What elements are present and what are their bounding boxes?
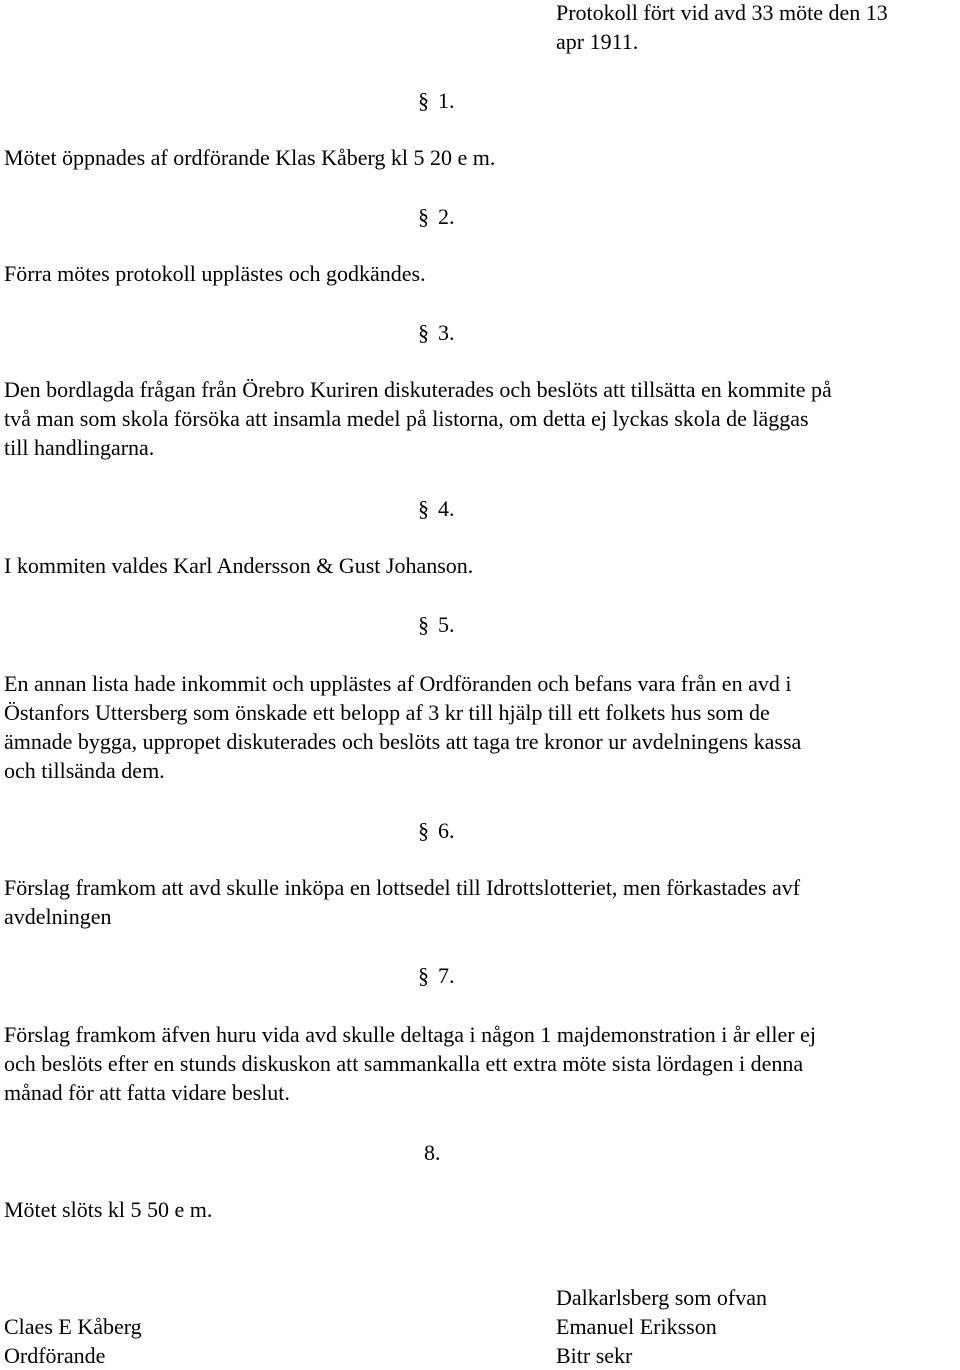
signature-left (4, 1312, 142, 1370)
section-mark: § (418, 204, 429, 229)
body-line: Förslag framkom äfven huru vida avd skulle deltaga i någon 1 majdemonstration i år eller ej (4, 1022, 816, 1047)
section-number: 4. (438, 496, 455, 521)
section-mark: § (418, 88, 429, 113)
section-mark: § (418, 963, 429, 988)
body-line: Mötet öppnades af ordförande Klas Kåberg kl 5 20 e m. (4, 145, 496, 170)
body-line: En annan lista hade inkommit och upplästes af Ordföranden och befans vara från en avd i (4, 671, 792, 696)
section-number: 3. (438, 320, 455, 345)
section-mark: § (418, 320, 429, 345)
header-line: Protokoll fört vid avd 33 möte den 13 (556, 0, 888, 25)
section-body-7 (4, 1020, 816, 1107)
signatory-name: Claes E Kåberg (4, 1314, 142, 1339)
signatory-name: Emanuel Eriksson (556, 1314, 717, 1339)
section-body-4 (4, 551, 473, 580)
section-body-2 (4, 259, 426, 288)
section-heading-5 (418, 610, 455, 639)
signature-place: Dalkarlsberg som ofvan (556, 1285, 767, 1310)
body-line: avdelningen (4, 904, 112, 929)
header-line: apr 1911. (556, 29, 639, 54)
section-body-5 (4, 669, 801, 785)
section-heading-8 (424, 1138, 441, 1167)
body-line: månad för att fatta vidare beslut. (4, 1080, 290, 1105)
body-line: Förra mötes protokoll upplästes och godkändes. (4, 261, 426, 286)
body-line: ämnade bygga, uppropet diskuterades och beslöts att taga tre kronor ur avdelningens kassa (4, 729, 802, 754)
section-heading-2 (418, 202, 455, 231)
section-number: 8. (424, 1140, 441, 1165)
body-line: och beslöts efter en stunds diskuskon att sammankalla ett extra möte sista lördagen i denna (4, 1051, 804, 1076)
body-line: Förslag framkom att avd skulle inköpa en lottsedel till Idrottslotteriet, men förkastades avf (4, 875, 801, 900)
body-line: två man som skola försöka att insamla medel på listorna, om detta ej lyckas skola de läggas (4, 406, 809, 431)
section-number: 1. (438, 88, 455, 113)
section-body-1 (4, 143, 495, 172)
section-heading-3 (418, 318, 455, 347)
body-line: Mötet slöts kl 5 50 e m. (4, 1197, 213, 1222)
body-line: till handlingarna. (4, 435, 155, 460)
section-number: 2. (438, 204, 455, 229)
document-header (556, 0, 888, 56)
section-mark: § (418, 496, 429, 521)
section-number: 7. (438, 963, 455, 988)
body-line: Den bordlagda frågan från Örebro Kuriren diskuterades och beslöts att tillsätta en kommite på (4, 377, 832, 402)
body-line: I kommiten valdes Karl Andersson & Gust Johanson. (4, 553, 474, 578)
section-number: 6. (438, 818, 455, 843)
section-heading-7 (418, 961, 455, 990)
section-body-6 (4, 873, 800, 931)
body-line: och tillsända dem. (4, 758, 165, 783)
body-line: Östanfors Uttersberg som önskade ett belopp af 3 kr till hjälp till ett folkets hus som de (4, 700, 770, 725)
section-heading-6 (418, 816, 455, 845)
signature-right (556, 1283, 767, 1370)
signatory-role: Bitr sekr (556, 1343, 633, 1368)
section-mark: § (418, 818, 429, 843)
section-heading-1 (418, 86, 455, 115)
section-number: 5. (438, 612, 455, 637)
section-body-8 (4, 1195, 212, 1224)
section-mark: § (418, 612, 429, 637)
section-body-3 (4, 375, 832, 462)
signatory-role: Ordförande (4, 1343, 106, 1368)
section-heading-4 (418, 494, 455, 523)
